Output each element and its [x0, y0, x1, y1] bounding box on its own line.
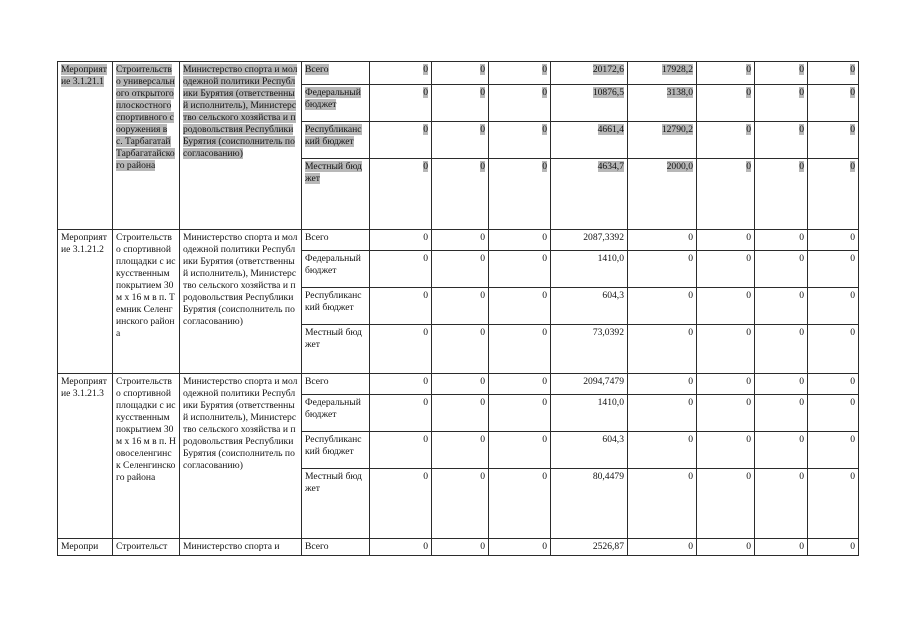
value-cell: 80,4479: [551, 469, 628, 539]
value-cell: 0: [489, 432, 551, 469]
value-cell: 0: [370, 374, 432, 395]
value-cell: 0: [489, 251, 551, 288]
value-cell: 0: [808, 85, 859, 122]
funding-source-cell: Федеральный бюджет: [302, 251, 370, 288]
funding-source-cell: Всего: [302, 374, 370, 395]
value-cell: 604,3: [551, 288, 628, 325]
value-cell: 0: [755, 159, 808, 230]
event-code-cell: Мероприятие 3.1.21.2: [58, 230, 113, 374]
value-cell: 4634,7: [551, 159, 628, 230]
value-cell: 0: [432, 62, 489, 85]
value-cell: 0: [370, 230, 432, 251]
value-cell: 0: [808, 432, 859, 469]
value-cell: 0: [808, 159, 859, 230]
value-cell: 0: [808, 325, 859, 374]
value-cell: 0: [755, 539, 808, 556]
value-cell: 0: [755, 288, 808, 325]
value-cell: 2526,87: [551, 539, 628, 556]
value-cell: 3138,0: [628, 85, 697, 122]
value-cell: 0: [489, 325, 551, 374]
value-cell: 0: [808, 230, 859, 251]
value-cell: 0: [432, 325, 489, 374]
value-cell: 0: [697, 374, 755, 395]
value-cell: 0: [697, 62, 755, 85]
value-cell: 0: [432, 469, 489, 539]
value-cell: 0: [432, 230, 489, 251]
value-cell: 0: [697, 395, 755, 432]
funding-source-cell: Всего: [302, 539, 370, 556]
value-cell: 0: [628, 251, 697, 288]
value-cell: 0: [808, 62, 859, 85]
value-cell: 0: [628, 230, 697, 251]
value-cell: 0: [755, 395, 808, 432]
value-cell: 0: [370, 159, 432, 230]
funding-source-cell: Республиканский бюджет: [302, 288, 370, 325]
executors-cell: Министерство спорта и молодежной политики Республики Бурятия (ответственный исполнитель), Министерство сельского хозяйства и продовольствия Республики Бурятия (соисполнитель по согласованию): [180, 230, 302, 374]
value-cell: 0: [370, 432, 432, 469]
value-cell: 0: [489, 539, 551, 556]
value-cell: 0: [489, 288, 551, 325]
value-cell: 2000,0: [628, 159, 697, 230]
event-code-cell: Меропри: [58, 539, 113, 556]
value-cell: 0: [808, 251, 859, 288]
value-cell: 0: [370, 325, 432, 374]
value-cell: 0: [628, 374, 697, 395]
value-cell: 0: [432, 288, 489, 325]
value-cell: 0: [628, 325, 697, 374]
funding-source-cell: Местный бюджет: [302, 325, 370, 374]
value-cell: 1410,0: [551, 395, 628, 432]
value-cell: 0: [432, 395, 489, 432]
value-cell: 0: [432, 539, 489, 556]
funding-source-cell: Федеральный бюджет: [302, 85, 370, 122]
value-cell: 0: [628, 432, 697, 469]
value-cell: 0: [628, 395, 697, 432]
value-cell: 0: [432, 432, 489, 469]
value-cell: 0: [489, 122, 551, 159]
value-cell: 17928,2: [628, 62, 697, 85]
executors-cell: Министерство спорта и: [180, 539, 302, 556]
value-cell: 0: [432, 122, 489, 159]
value-cell: 10876,5: [551, 85, 628, 122]
executors-cell: Министерство спорта и молодежной политики Республики Бурятия (ответственный исполнитель), Министерство сельского хозяйства и продовольствия Республики Бурятия (соисполнитель по согласованию): [180, 374, 302, 539]
value-cell: 0: [697, 85, 755, 122]
executors-cell: Министерство спорта и молодежной политики Республики Бурятия (ответственный исполнитель), Министерство сельского хозяйства и продовольствия Республики Бурятия (соисполнитель по согласованию): [180, 62, 302, 230]
table-row: [58, 539, 859, 556]
value-cell: 0: [489, 85, 551, 122]
value-cell: 0: [432, 85, 489, 122]
value-cell: 0: [755, 469, 808, 539]
value-cell: 0: [755, 432, 808, 469]
value-cell: 0: [370, 539, 432, 556]
event-code-cell: Мероприятие 3.1.21.3: [58, 374, 113, 539]
value-cell: 0: [432, 374, 489, 395]
value-cell: 0: [370, 251, 432, 288]
funding-table: [57, 61, 859, 556]
value-cell: 20172,6: [551, 62, 628, 85]
value-cell: 0: [370, 469, 432, 539]
table-row: [58, 230, 859, 251]
value-cell: 604,3: [551, 432, 628, 469]
value-cell: 0: [432, 251, 489, 288]
value-cell: 0: [489, 62, 551, 85]
value-cell: 0: [370, 395, 432, 432]
funding-source-cell: Местный бюджет: [302, 469, 370, 539]
funding-source-cell: Всего: [302, 230, 370, 251]
value-cell: 0: [697, 251, 755, 288]
value-cell: 0: [628, 288, 697, 325]
value-cell: 0: [489, 230, 551, 251]
value-cell: 0: [370, 62, 432, 85]
funding-source-cell: Местный бюджет: [302, 159, 370, 230]
funding-source-cell: Федеральный бюджет: [302, 395, 370, 432]
value-cell: 0: [489, 374, 551, 395]
table-row: [58, 374, 859, 395]
value-cell: 0: [489, 469, 551, 539]
value-cell: 0: [808, 469, 859, 539]
value-cell: 0: [808, 288, 859, 325]
value-cell: 2094,7479: [551, 374, 628, 395]
value-cell: 0: [370, 288, 432, 325]
value-cell: 0: [697, 122, 755, 159]
value-cell: 0: [628, 539, 697, 556]
value-cell: 73,0392: [551, 325, 628, 374]
value-cell: 0: [755, 122, 808, 159]
funding-source-cell: Всего: [302, 62, 370, 85]
value-cell: 0: [755, 325, 808, 374]
value-cell: 0: [808, 539, 859, 556]
value-cell: 0: [697, 539, 755, 556]
funding-source-cell: Республиканский бюджет: [302, 432, 370, 469]
table-row: [58, 62, 859, 85]
event-code-cell: Мероприятие 3.1.21.1: [58, 62, 113, 230]
value-cell: 0: [628, 469, 697, 539]
value-cell: 4661,4: [551, 122, 628, 159]
value-cell: 0: [755, 374, 808, 395]
value-cell: 12790,2: [628, 122, 697, 159]
value-cell: 0: [370, 85, 432, 122]
value-cell: 0: [489, 159, 551, 230]
value-cell: 0: [755, 62, 808, 85]
value-cell: 0: [432, 159, 489, 230]
event-title-cell: Строительство спортивной площадки с искусственным покрытием 30 м х 16 м в п. Новоселенгинск Селенгинского района: [113, 374, 180, 539]
value-cell: 0: [808, 395, 859, 432]
value-cell: 0: [808, 374, 859, 395]
value-cell: 0: [697, 230, 755, 251]
value-cell: 0: [697, 469, 755, 539]
funding-source-cell: Республиканский бюджет: [302, 122, 370, 159]
event-title-cell: Строительство спортивной площадки с искусственным покрытием 30 м х 16 м в п. Темник Селенгинского района: [113, 230, 180, 374]
value-cell: 2087,3392: [551, 230, 628, 251]
value-cell: 0: [755, 85, 808, 122]
value-cell: 0: [697, 432, 755, 469]
value-cell: 0: [489, 395, 551, 432]
event-title-cell: Строительст: [113, 539, 180, 556]
value-cell: 0: [755, 251, 808, 288]
value-cell: 0: [808, 122, 859, 159]
event-title-cell: Строительство универсального открытого плоскостного спортивного сооружения в с. Тарбагатай Тарбагатайского района: [113, 62, 180, 230]
value-cell: 0: [697, 325, 755, 374]
value-cell: 0: [370, 122, 432, 159]
value-cell: 0: [697, 159, 755, 230]
value-cell: 0: [755, 230, 808, 251]
value-cell: 1410,0: [551, 251, 628, 288]
value-cell: 0: [697, 288, 755, 325]
